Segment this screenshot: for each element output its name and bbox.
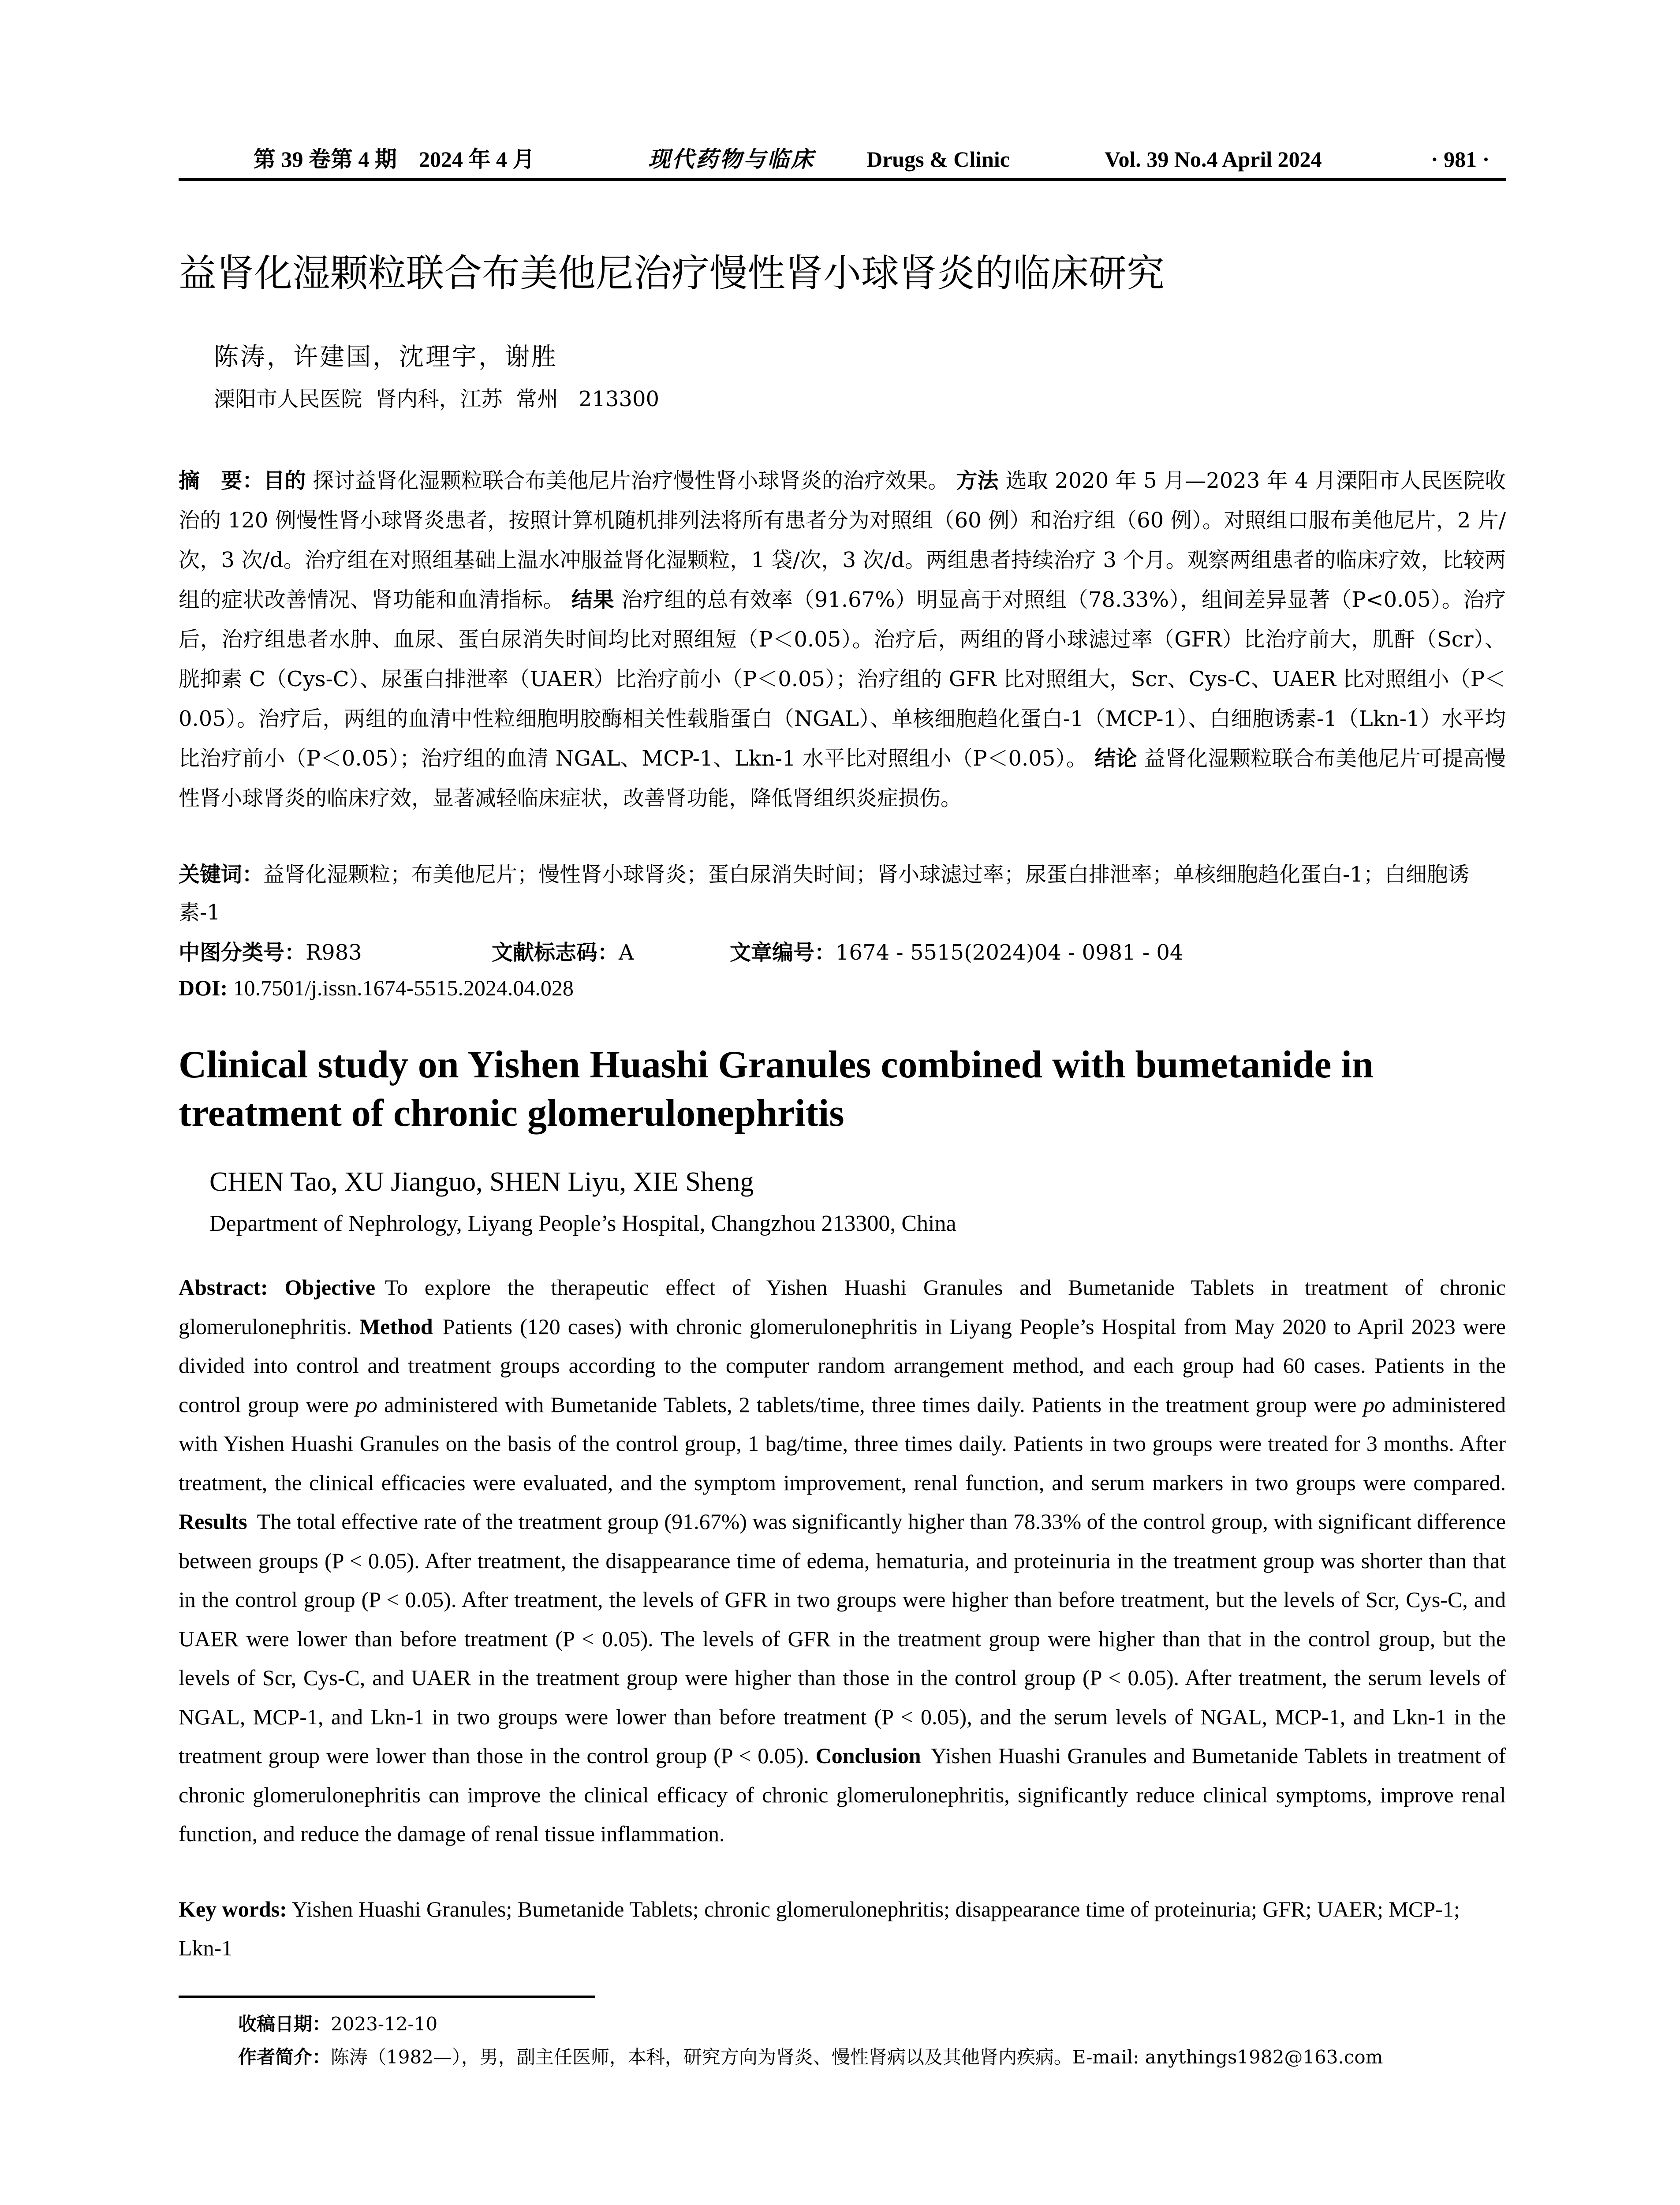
running-header <box>179 140 1506 181</box>
received-label: 收稿日期： <box>238 2013 331 2035</box>
keywords-cn <box>179 856 1506 931</box>
doi-line <box>179 972 574 1003</box>
abstract-en <box>179 1268 1506 1854</box>
abstract-en-conclusion: Yishen Huashi Granules and Bumetanide Tablets in treatment of chronic glomerulonephritis can improve the clinical efficacy of chronic glomerulonephritis, significantly reduce clinical symptoms, improve renal function, and reduce the damage of renal tissue inflammation. <box>179 1743 1506 1846</box>
abstract-cn <box>179 461 1506 818</box>
abstract-cn-method-label: 方法 <box>956 468 999 493</box>
keywords-en <box>179 1890 1506 1967</box>
article-number-label: 文章编号： <box>730 940 836 965</box>
abstract-en-results: The total effective rate of the treatment group (91.67%) was significantly higher than 78.33% of the control group, with significant difference between groups (P < 0.05). After treatment, the disappearance time of edema, hematuria, and proteinuria in the treatment group was shorter than that in the control group (P < 0.05). After treatment, the levels of GFR in two groups were higher than before treatment, but the levels of Scr, Cys-C, and UAER were lower than before treatment (P < 0.05). The levels of GFR in the treatment group were higher than that in the control group, but the levels of Scr, Cys-C, and UAER in the treatment group were higher than those in the control group (P < 0.05). After treatment, the serum levels of NGAL, MCP-1, and Lkn-1 in two groups were lower than before treatment (P < 0.05), and the serum levels of NGAL, MCP-1, and Lkn-1 in the treatment group were lower than those in the control group (P < 0.05). <box>179 1509 1506 1768</box>
doc-code-label: 文献标志码： <box>492 940 619 965</box>
header-journal-cn: 现代药物与临床 <box>648 147 815 172</box>
abstract-en-po-2: po <box>1363 1392 1385 1417</box>
abstract-cn-objective: 探讨益肾化湿颗粒联合布美他尼片治疗慢性肾小球肾炎的治疗效果。 <box>313 468 949 493</box>
abstract-cn-conclusion: 益肾化湿颗粒联合布美他尼片可提高慢性肾小球肾炎的临床疗效，显著减轻临床症状，改善肾功能，降低肾组织炎症损伤。 <box>179 746 1506 811</box>
header-journal-en: Drugs & Clinic <box>866 147 1010 172</box>
header-page-number: · 981 · <box>1431 147 1490 172</box>
keywords-cn-label: 关键词： <box>179 862 264 887</box>
header-issue-cn: 第 39 卷第 4 期 2024 年 4 月 <box>254 147 535 172</box>
abstract-en-po-1: po <box>355 1392 377 1417</box>
abstract-cn-results: 治疗组的总有效率（91.67%）明显高于对照组（78.33%），组间差异显著（P<0.05）。治疗后，治疗组患者水肿、血尿、蛋白尿消失时间均比对照组短（P＜0.05）。治疗后，两组的肾小球滤过率（GFR）比治疗前大，肌酐（Scr）、胱抑素 C（Cys-C）、尿蛋白排泄率（UAER）比治疗前小（P＜0.05）；治疗组的 GFR 比对照组大，Scr、Cys-C、UAER 比对照组小（P＜0.05）。治疗后，两组的血清中性粒细胞明胶酶相关性载脂蛋白（NGAL）、单核细胞趋化蛋白-1（MCP-1）、白细胞诱素-1（Lkn-1）水平均比治疗前小（P＜0.05）；治疗组的血清 NGAL、MCP-1、Lkn-1 水平比对照组小（P＜0.05）。 <box>179 587 1506 771</box>
clc-label: 中图分类号： <box>179 940 306 965</box>
abstract-en-method-1: Patients (120 cases) with chronic glomerulonephritis in Liyang People’s Hospital from May 2020 to April 2023 were divided into control and treatment groups according to the computer random arrangement method, and each group had 60 cases. Patients in the control group were <box>179 1314 1506 1417</box>
classification-line <box>179 937 1506 968</box>
received-date <box>238 2009 437 2040</box>
clc-value: R983 <box>306 940 362 965</box>
doi-label: DOI: <box>179 975 228 1000</box>
abstract-en-objective-label: Objective <box>284 1275 376 1300</box>
abstract-cn-results-label: 结果 <box>571 587 615 612</box>
abstract-cn-method: 选取 2020 年 5 月—2023 年 4 月溧阳市人民医院收治的 120 例慢性肾小球肾炎患者，按照计算机随机排列法将所有患者分为对照组（60 例）和治疗组（60 例）。对照组口服布美他尼片，2 片/次，3 次/d。治疗组在对照组基础上温水冲服益肾化湿颗粒，1 袋/次，3 次/d。两组患者持续治疗 3 个月。观察两组患者的临床疗效，比较两组的症状改善情况、肾功能和血清指标。 <box>179 468 1506 612</box>
author-bio-label: 作者简介： <box>238 2046 331 2068</box>
received-value: 2023-12-10 <box>331 2013 438 2035</box>
header-volume-en: Vol. 39 No.4 April 2024 <box>1105 147 1322 172</box>
keywords-en-text: Yishen Huashi Granules; Bumetanide Tablets; chronic glomerulonephritis; disappearance time of proteinuria; GFR; UAER; MCP-1; Lkn-1 <box>179 1897 1460 1960</box>
keywords-en-label: Key words: <box>179 1897 287 1921</box>
affiliation-cn: 溧阳市人民医院 肾内科，江苏 常州 213300 <box>214 387 660 411</box>
author-bio <box>238 2042 1517 2073</box>
abstract-en-method-2: administered with Bumetanide Tablets, 2 tablets/time, three times daily. Patients in the treatment group were <box>384 1392 1357 1417</box>
doi-link[interactable]: 10.7501/j.issn.1674-5515.2024.04.028 <box>233 975 574 1000</box>
affiliation-en: Department of Nephrology, Liyang People’s Hospital, Changzhou 213300, China <box>209 1211 956 1236</box>
authors-en: CHEN Tao, XU Jianguo, SHEN Liyu, XIE Sheng <box>209 1167 754 1197</box>
article-title-cn: 益肾化湿颗粒联合布美他尼治疗慢性肾小球肾炎的临床研究 <box>179 251 1165 295</box>
article-title-en: Clinical study on Yishen Huashi Granules combined with bumetanide in treatment of chronic glomerulonephritis <box>179 1043 1374 1135</box>
authors-cn: 陈涛，许建国，沈理宇，谢胜 <box>214 343 558 371</box>
keywords-cn-text: 益肾化湿颗粒；布美他尼片；慢性肾小球肾炎；蛋白尿消失时间；肾小球滤过率；尿蛋白排泄率；单核细胞趋化蛋白-1；白细胞诱素-1 <box>179 862 1469 925</box>
abstract-cn-conclusion-label: 结论 <box>1094 746 1137 771</box>
abstract-en-method-3: administered with Yishen Huashi Granules on the basis of the control group, 1 bag/time, three times daily. Patients in two groups were treated for 3 months. After treatment, the clinical efficacies were evaluated, and the symptom improvement, renal function, and serum markers in two groups were compared. <box>179 1392 1506 1495</box>
author-bio-text: 陈涛（1982—），男，副主任医师，本科，研究方向为肾炎、慢性肾病以及其他肾内疾病。E-mail: anythings1982@163.com <box>331 2046 1383 2068</box>
footnote-divider <box>179 1996 595 1998</box>
abstract-en-objective: To explore the therapeutic effect of Yishen Huashi Granules and Bumetanide Tablets in treatment of chronic glomerulonephritis. <box>179 1275 1506 1339</box>
article-number-value: 1674 - 5515(2024)04 - 0981 - 04 <box>836 940 1183 965</box>
abstract-cn-objective-label: 目的 <box>263 468 306 493</box>
abstract-cn-label: 摘 要： <box>179 468 264 493</box>
abstract-en-label: Abstract: <box>179 1275 268 1300</box>
abstract-en-method-label: Method <box>359 1314 433 1339</box>
doc-code-value: A <box>619 940 634 965</box>
abstract-en-results-label: Results <box>179 1509 247 1534</box>
abstract-en-conclusion-label: Conclusion <box>815 1743 921 1768</box>
